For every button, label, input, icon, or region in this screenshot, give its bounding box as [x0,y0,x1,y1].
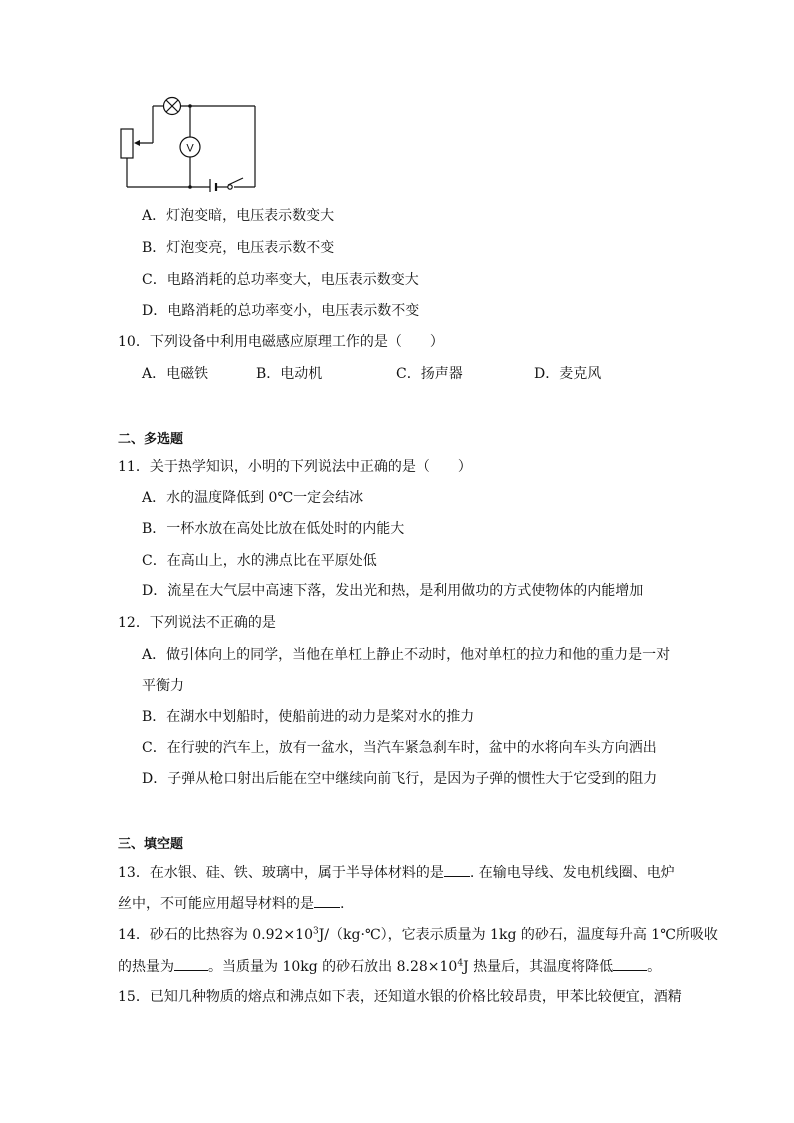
circuit-diagram [118,96,264,192]
q9-option-d: D．电路消耗的总功率变小，电压表示数不变 [142,303,420,319]
q14-text-e: J 热量后，其温度将降低 [463,959,614,975]
q14-text-a: 14．砂石的比热容为 0.92×10 [118,927,313,943]
q12-option-c: C．在行驶的汽车上，放有一盆水，当汽车紧急刹车时，盆中的水将向车头方向洒出 [142,740,657,756]
junction-top [188,104,192,108]
q10-option-c: C．扬声器 [396,366,463,382]
q10-stem: 10．下列设备中利用电磁感应原理工作的是（ ） [118,334,444,350]
q10-option-b: B．电动机 [256,366,323,382]
q14-text-d: 。当质量为 10kg 的砂石放出 8.28×10 [208,959,458,975]
q9-option-a: A．灯泡变暗，电压表示数变大 [142,208,335,224]
switch-contact [228,185,232,189]
switch-lever [228,178,243,185]
q13-text-d: . [340,896,345,912]
q14-text-b: J/（kg·℃），它表示质量为 1kg 的砂石，温度每升高 1℃所吸收 [318,927,718,943]
q13-text-b: . 在输电导线、发电机线圈、电炉 [469,865,675,881]
q12-option-b: B．在湖水中划船时，使船前进的动力是桨对水的推力 [142,709,475,725]
junction-bottom [188,185,192,189]
q13-blank-2 [314,894,340,908]
slider-arrowhead [134,140,140,146]
q10-option-d: D．麦克风 [534,366,602,382]
section-heading-fill-in: 三、填空题 [118,837,184,852]
q11-option-c: C．在高山上，水的沸点比在平原处低 [142,553,377,569]
q15-line-1: 15．已知几种物质的熔点和沸点如下表，还知道水银的价格比较昂贵，甲苯比较便宜，酒精 [118,989,682,1005]
q11-option-b: B．一杯水放在高处比放在低处时的内能大 [142,521,405,537]
q12-option-a: A．做引体向上的同学，当他在单杠上静止不动时，他对单杠的拉力和他的重力是一对 [142,647,671,663]
q14-text-c: 的热量为 [118,959,174,975]
q13-text-c: 丝中，不可能应用超导材料的是 [118,896,314,912]
q13-blank-1 [444,863,470,877]
q9-option-c: C．电路消耗的总功率变大，电压表示数变大 [142,272,419,288]
q12-stem: 12．下列说法不正确的是 [118,615,276,631]
q12-option-a-continued: 平衡力 [142,678,184,694]
q14-text-f: 。 [647,959,662,975]
q14-blank-1 [174,957,208,971]
q14-exponent-1: 3 [312,926,319,937]
q9-option-b: B．灯泡变亮，电压表示数不变 [142,240,335,256]
q13-text-a: 13．在水银、硅、铁、玻璃中，属于半导体材料的是 [118,865,444,881]
q14-line-2 [118,957,661,976]
voltmeter-label: V [186,142,194,155]
q13-line-1 [118,863,675,882]
q11-option-a: A．水的温度降低到 0℃一定会结冰 [142,490,364,506]
q13-line-2 [118,894,344,913]
section-heading-multiple-choice: 二、多选题 [118,432,184,447]
q14-line-1 [118,926,718,944]
rheostat [121,129,133,158]
q10-option-a: A．电磁铁 [142,366,209,382]
q11-option-d: D．流星在大气层中高速下落，发出光和热，是利用做功的方式使物体的内能增加 [142,583,644,599]
q11-stem: 11．关于热学知识，小明的下列说法中正确的是（ ） [118,459,472,475]
q14-blank-2 [613,957,647,971]
q14-exponent-2: 4 [457,958,464,969]
q12-option-d: D．子弹从枪口射出后能在空中继续向前飞行，是因为子弹的惯性大于它受到的阻力 [142,771,658,787]
